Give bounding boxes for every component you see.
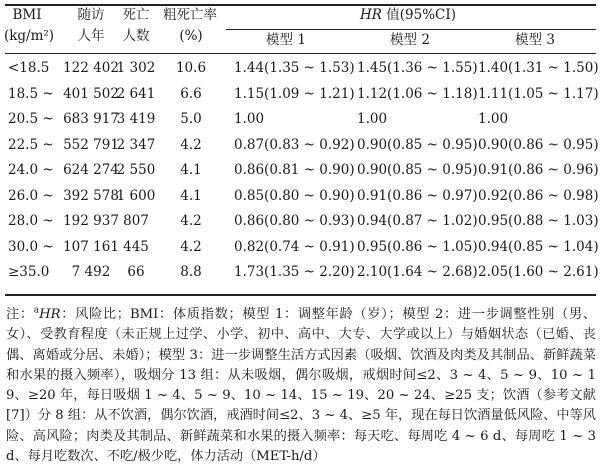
footnote-prefix: 注：: [6, 307, 34, 322]
cell-rate: 4.2: [180, 238, 202, 255]
cell-m2: 0.94(0.87 ~ 1.02): [357, 213, 478, 229]
cell-person-years: 624 274: [63, 162, 119, 178]
cell-rate: 5.0: [180, 111, 202, 127]
cell-m3: 2.05(1.60 ~ 2.61): [478, 264, 599, 280]
cell-bmi: 18.5 ~: [8, 85, 54, 102]
table-footnote: [6, 305, 596, 467]
cell-m1: 1.44(1.35 ~ 1.53): [234, 60, 355, 76]
cell-m2: 1.12(1.06 ~ 1.18): [357, 85, 478, 102]
cell-m3: 0.91(0.86 ~ 0.96): [478, 162, 599, 178]
table-bottom-rule: [5, 294, 596, 296]
cell-person-years: 107 161: [63, 238, 119, 255]
header-crude-rate-line2: (%): [179, 28, 203, 44]
header-followup-line1: 随访: [77, 7, 105, 23]
cell-m3: 0.94(0.85 ~ 1.04): [478, 238, 599, 255]
cell-m1: 0.85(0.80 ~ 0.90): [234, 187, 355, 204]
cell-person-years: 683 917: [63, 111, 119, 127]
cell-m1: 1.00: [234, 111, 265, 127]
footnote-superscript: a: [33, 305, 40, 316]
cell-m1: 1.15(1.09 ~ 1.21): [234, 85, 355, 102]
cell-m1: 0.87(0.83 ~ 0.92): [234, 136, 355, 153]
cell-m1: 0.86(0.80 ~ 0.93): [234, 213, 355, 229]
cell-deaths: 66: [127, 264, 145, 280]
header-bottom-rule: [5, 53, 596, 54]
cell-bmi: 20.5 ~: [8, 111, 54, 127]
cell-deaths: 1 302: [116, 60, 156, 76]
header-hr-rest: 值(95%CI): [381, 7, 456, 23]
header-model2: 模型 2: [390, 32, 430, 48]
cell-deaths: 1 600: [116, 187, 156, 204]
header-followup-line2: 人年: [77, 28, 105, 44]
cell-deaths: 2 550: [116, 162, 156, 178]
cell-rate: 4.1: [180, 187, 202, 204]
cell-rate: 4.2: [180, 136, 202, 153]
cell-m3: 0.90(0.86 ~ 0.95): [478, 136, 599, 153]
cell-bmi: <18.5: [8, 60, 50, 76]
cell-bmi: 22.5 ~: [8, 136, 54, 153]
cell-m2: 2.10(1.64 ~ 2.68): [357, 264, 478, 280]
header-hr-value: [360, 7, 456, 24]
cell-m3: 1.11(1.05 ~ 1.17): [478, 85, 599, 102]
cell-bmi: 28.0 ~: [8, 213, 54, 229]
cell-person-years: 122 402: [63, 60, 119, 76]
top-rule: [5, 4, 596, 6]
cell-m2: 0.95(0.86 ~ 1.05): [357, 238, 478, 255]
cell-rate: 8.8: [180, 264, 202, 280]
cell-bmi: 26.0 ~: [8, 187, 54, 204]
cell-m3: 1.40(1.31 ~ 1.50): [478, 60, 599, 76]
cell-rate: 4.2: [180, 213, 202, 229]
cell-m3: 0.92(0.86 ~ 0.98): [478, 187, 599, 204]
header-model3: 模型 3: [515, 32, 555, 48]
cell-m1: 0.82(0.74 ~ 0.91): [234, 238, 355, 255]
hr-subheader-rule: [226, 29, 596, 30]
cell-person-years: 392 578: [63, 187, 119, 204]
cell-deaths: 2 641: [116, 85, 156, 102]
cell-deaths: 3 419: [116, 111, 156, 127]
cell-m2: 1.45(1.36 ~ 1.55): [357, 60, 478, 76]
footnote-hr-italic: HR: [39, 307, 61, 322]
cell-rate: 10.6: [175, 60, 207, 76]
cell-deaths: 807: [123, 213, 149, 229]
header-hr-italic: HR: [360, 7, 382, 23]
cell-m2: 0.90(0.85 ~ 0.95): [357, 162, 478, 178]
footnote-text: ：风险比；BMI：体质指数；模型 1：调整年龄（岁）；模型 2：进一步调整性别（男、女）、受教育程度（未正规上过学、小学、初中、高中、大专、大学或以上）与婚姻状态（已婚、丧偶、离婚或分居、未婚）；模型 3：进一步调整生活方式因素（吸烟、饮酒及肉类及其制品、新鲜蔬菜和水果的摄入频率），吸烟分 13 组：从未吸烟，偶尔吸烟，戒烟时间≤2、3 ~ 4、5 ~ 9、10 ~ 19、≥20 年，每日吸烟 1 ~ 4、5 ~ 9、10 ~ 14、15 ~ 19、20 ~ 24、≥25 支；饮酒（参考文献[7]）分 8 组：从不饮酒，偶尔饮酒，戒酒时间≤2、3 ~ 4、≥5 年，现在每日饮酒量低风险、中等风险、高风险；肉类及其制品、新鲜蔬菜和水果的摄入频率：每天吃、每周吃 4 ~ 6 d、每周吃 1 ~ 3 d、每月吃数次、不吃/极少吃，体力活动（MET-h/d）: [6, 307, 597, 465]
cell-rate: 6.6: [180, 85, 202, 102]
header-bmi-line2: (kg/m²): [3, 28, 55, 44]
cell-rate: 4.1: [180, 162, 202, 178]
cell-person-years: 552 791: [63, 136, 119, 153]
cell-bmi: 30.0 ~: [8, 238, 54, 255]
header-crude-rate-line1: 粗死亡率: [163, 7, 217, 23]
cell-bmi: ≥35.0: [8, 264, 50, 280]
cell-person-years: 192 937: [63, 213, 119, 229]
cell-bmi: 24.0 ~: [8, 162, 54, 178]
header-deaths-line2: 人数: [122, 28, 150, 44]
cell-m2: 1.00: [357, 111, 388, 127]
cell-person-years: 401 502: [63, 85, 119, 102]
cell-m2: 0.90(0.85 ~ 0.95): [357, 136, 478, 153]
header-bmi-line1: BMI: [12, 7, 42, 23]
cell-deaths: 445: [123, 238, 149, 255]
cell-m3: 1.00: [478, 111, 509, 127]
cell-deaths: 2 347: [116, 136, 156, 153]
cell-m1: 0.86(0.81 ~ 0.90): [234, 162, 355, 178]
cell-person-years: 7 492: [71, 264, 111, 280]
cell-m1: 1.73(1.35 ~ 2.20): [234, 264, 355, 280]
header-model1: 模型 1: [266, 32, 306, 48]
cell-m2: 0.91(0.86 ~ 0.97): [357, 187, 478, 204]
cell-m3: 0.95(0.88 ~ 1.03): [478, 213, 599, 229]
header-deaths-line1: 死亡: [122, 7, 150, 23]
